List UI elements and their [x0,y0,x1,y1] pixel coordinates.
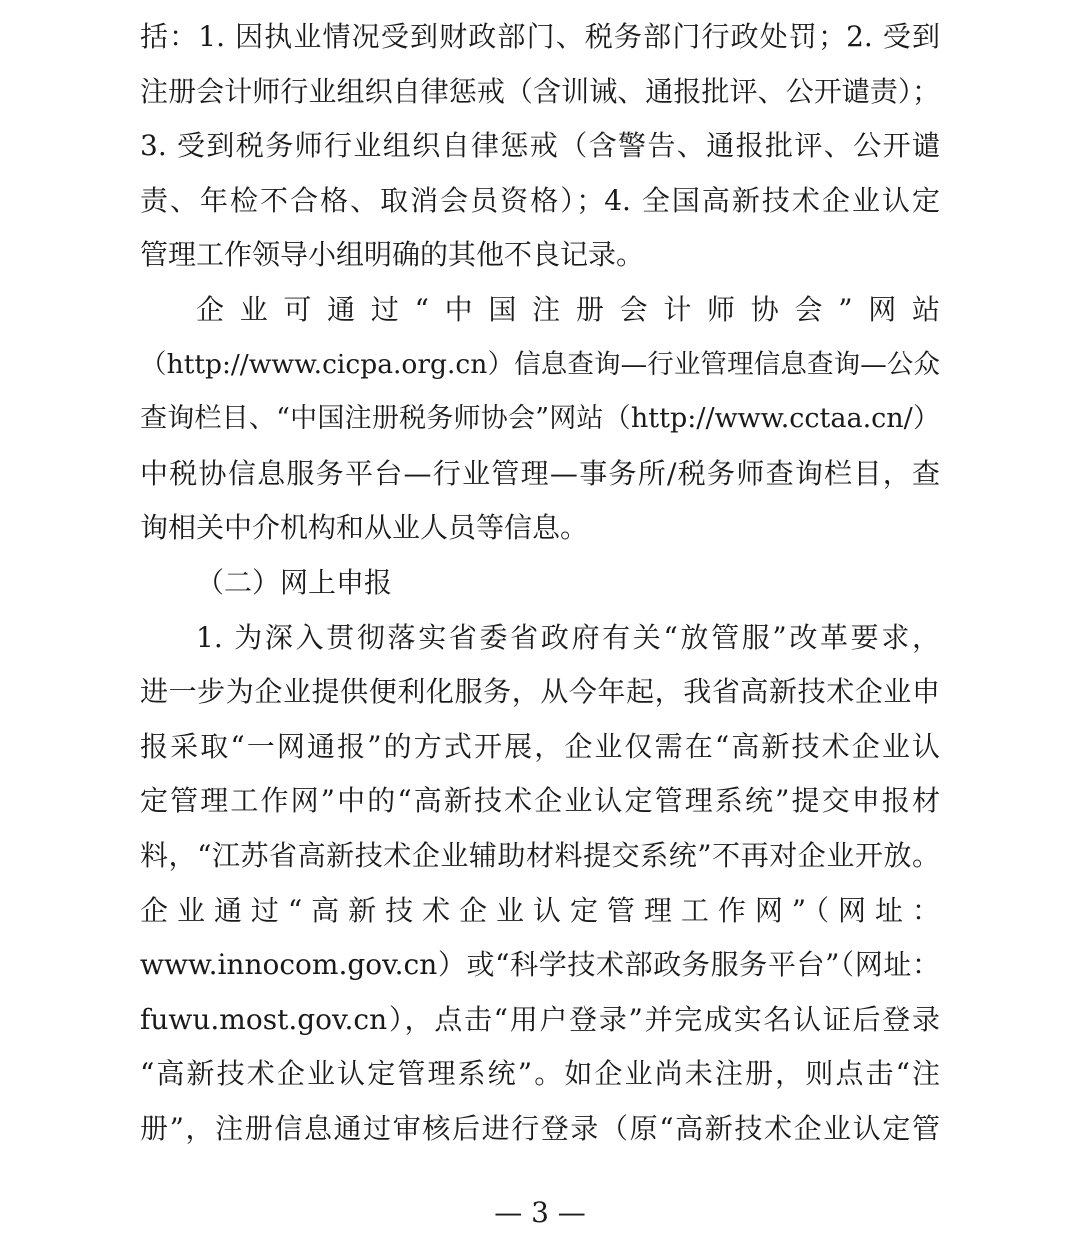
text-line-12: 1. 为深入贯彻落实省委省政府有关“放管服”改革要求， [196,620,940,654]
document-body [140,10,940,1156]
page-number: — 3 — [494,1196,586,1229]
text-line-7: （http://www.cicpa.org.cn）信息查询—行业管理信息查询—公众 [140,348,940,380]
text-line-18: www.innocom.gov.cn）或“科学技术部政务服务平台”（网址： [140,948,940,982]
text-line-20: “高新技术企业认定管理系统”。如企业尚未注册，则点击“注 [140,1057,940,1091]
text-line-19: fuwu.most.gov.cn），点击“用户登录”并完成实名认证后登录 [140,1002,940,1036]
text-line-4: 责、年检不合格、取消会员资格）；4. 全国高新技术企业认定 [140,183,940,217]
text-line-15: 定管理工作网”中的“高新技术企业认定管理系统”提交申报材 [140,784,940,818]
text-line-10: 询相关中介机构和从业人员等信息。 [140,511,589,545]
text-line-1: 括：1. 因执业情况受到财政部门、税务部门行政处罚；2. 受到 [140,20,940,53]
text-line-13: 进一步为企业提供便利化服务，从今年起，我省高新技术企业申 [140,675,940,709]
text-line-16: 料，“江苏省高新技术企业辅助材料提交系统”不再对企业开放。 [140,838,940,872]
section-heading: （二）网上申报 [196,565,393,599]
text-line-17: 企业通过“高新技术企业认定管理工作网”（网址： [140,893,940,927]
text-line-6: 企业可通过“中国注册会计师协会”网站 [196,292,940,326]
text-line-8: 查询栏目、“中国注册税务师协会”网站（http://www.cctaa.cn/） [140,403,940,435]
text-line-21: 册”，注册信息通过审核后进行登录（原“高新技术企业认定管 [140,1111,940,1145]
text-line-14: 报采取“一网通报”的方式开展，企业仅需在“高新技术企业认 [140,729,940,763]
text-line-2: 注册会计师行业组织自律惩戒（含训诫、通报批评、公开谴责）； [140,74,940,108]
text-line-9: 中税协信息服务平台—行业管理—事务所/税务师查询栏目，查 [140,456,940,490]
text-line-5: 管理工作领导小组明确的其他不良记录。 [140,238,645,272]
text-line-3: 3. 受到税务师行业组织自律惩戒（含警告、通报批评、公开谴 [140,129,940,163]
